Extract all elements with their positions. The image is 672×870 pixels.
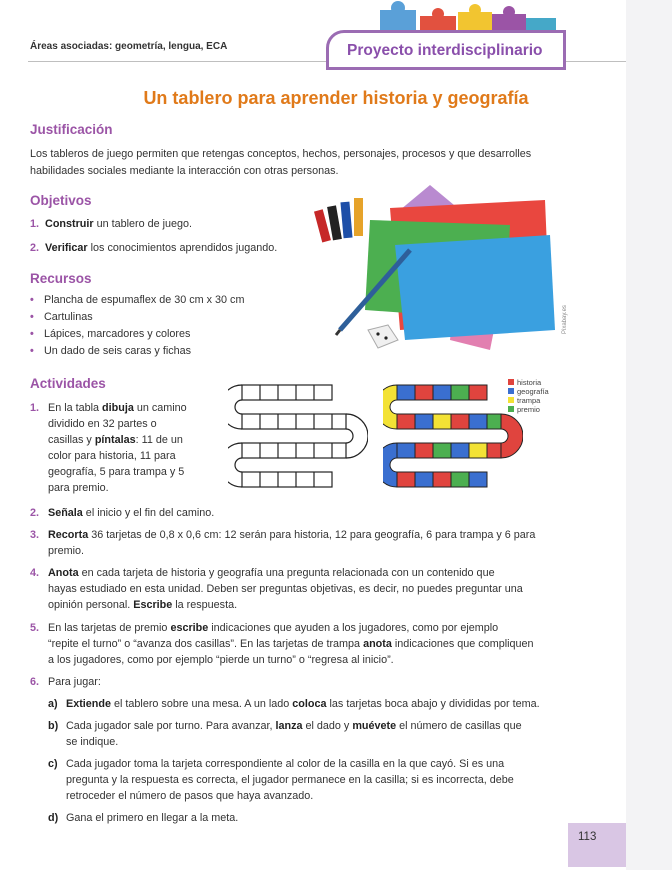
page-number-box (568, 823, 626, 867)
recurso-item: • Cartulinas (30, 311, 93, 323)
legend-item-premio: premio (508, 405, 549, 414)
paso-c: c) Cada jugador toma la tarjeta correspondiente al color de la casilla en la que cayó. Si es una pregunta y la respuesta es correcta, el jugador permanece en la casilla; si es incorrecta, debe retroceder el número de pasos que haya avanzado. (48, 758, 514, 802)
associated-areas: Áreas asociadas: geometría, lengua, ECA (30, 41, 228, 52)
legend-item-geografia: geografía (508, 387, 549, 396)
dice (368, 325, 398, 348)
justificacion-line-2: habilidades sociales mediante la interacción con otras personas. (30, 165, 339, 177)
heading-actividades: Actividades (30, 376, 106, 391)
paso-a: a) Extiende el tablero sobre una mesa. A un lado coloca las tarjetas boca abajo y divididas por tema. (48, 698, 540, 710)
recurso-item: • Un dado de seis caras y fichas (30, 345, 192, 357)
project-label: Proyecto interdisciplinario (347, 42, 543, 59)
page-number: 113 (578, 831, 597, 843)
justificacion-line-1: Los tableros de juego permiten que retengas conceptos, hechos, personajes, procesos y que desarrolles (30, 148, 532, 160)
board-legend (508, 378, 549, 414)
paso-d: d) Gana el primero en llegar a la meta. (48, 812, 239, 824)
recurso-item: • Plancha de espumaflex de 30 cm x 30 cm (30, 294, 245, 306)
heading-objetivos: Objetivos (30, 193, 92, 208)
recurso-item: • Lápices, marcadores y colores (30, 328, 191, 340)
colored-board-path (383, 383, 523, 495)
paso-b: b) Cada jugador sale por turno. Para avanzar, lanza el dado y muévete el número de casillas que se indique. (48, 720, 522, 748)
page-title: Un tablero para aprender historia y geografía (143, 88, 529, 108)
page-edge (626, 0, 672, 870)
legend-item-trampa: trampa (508, 396, 549, 405)
actividad-6: 6. Para jugar: (30, 676, 101, 688)
objetivo-2: 2. Verificar los conocimientos aprendidos jugando. (30, 242, 278, 254)
project-tab (326, 30, 566, 70)
heading-justificacion: Justificación (30, 122, 113, 137)
photo-credit: Pixabay.es (562, 305, 568, 334)
legend-item-historia: historia (508, 378, 549, 387)
actividad-1: 1. En la tabla dibuja un camino dividido en 32 partes o casillas y píntalas: 11 de un color para historia, 11 para geografía, 5 para trampa y 5 para premio. (30, 402, 187, 494)
actividad-3: 3. Recorta 36 tarjetas de 0,8 x 0,6 cm: 12 serán para historia, 12 para geografía, 6 para trampa y 6 para premio. (30, 529, 536, 557)
materials-illustration (310, 180, 560, 355)
actividad-5: 5. En las tarjetas de premio escribe indicaciones que ayuden a los jugadores, como por ejemplo “repite el turno” o “avanza dos casillas”. En las tarjetas de trampa anota indicaciones que compliquen a los jugadores, como por ejemplo “pierde un turno” o “regresa al inicio”. (30, 622, 534, 666)
heading-recursos: Recursos (30, 271, 92, 286)
objetivo-1: 1. Construir un tablero de juego. (30, 218, 193, 230)
markers (314, 198, 363, 242)
empty-board-path (228, 383, 368, 495)
actividad-4: 4. Anota en cada tarjeta de historia y geografía una pregunta relacionada con un contenido que hayas estudiado en esta unidad. Deben ser preguntas objetivas, es decir, no puedes preguntar una opinión personal. Escribe la respuesta. (30, 567, 523, 611)
actividad-2: 2. Señala el inicio y el fin del camino. (30, 507, 215, 519)
